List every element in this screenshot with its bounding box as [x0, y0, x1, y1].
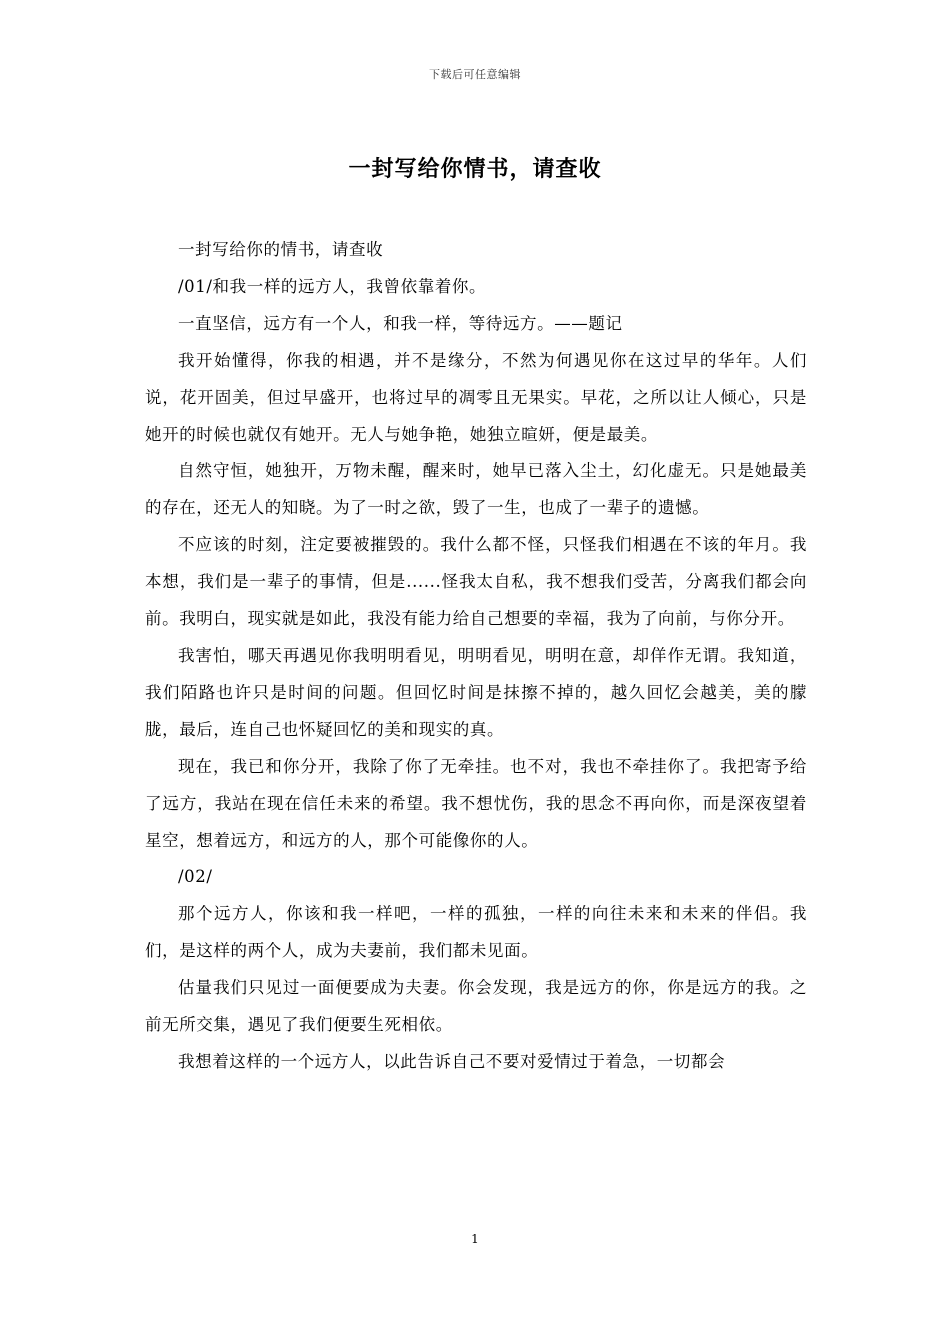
paragraph: 我想着这样的一个远方人，以此告诉自己不要对爱情过于着急，一切都会	[178, 1051, 726, 1071]
paragraph: 一封写给你的情书，请查收	[178, 240, 384, 259]
document-title: 一封写给你情书，请查收	[348, 156, 602, 182]
paragraph: 估量我们只见过一面便要成为夫妻。你会发现，我是远方的你，你是远方的我。之前无所交集，遇见了我们便要生死相依。	[145, 978, 807, 1035]
paragraph: 一直坚信，远方有一个人，和我一样，等待远方。——题记	[178, 313, 623, 333]
header-note: 下载后可任意编辑	[429, 68, 521, 81]
paragraph: 那个远方人，你该和我一样吧，一样的孤独，一样的向往未来和未来的伴侣。我们，是这样的两个人，成为夫妻前，我们都未见面。	[145, 904, 807, 961]
page-number: 1	[471, 1232, 479, 1246]
paragraph: 不应该的时刻，注定要被摧毁的。我什么都不怪，只怪我们相遇在不该的年月。我本想，我们是一辈子的事情，但是......怪我太自私，我不想我们受苦，分离我们都会向前。我明白，现实就是如此，我没有能力给自己想要的幸福，我为了向前，与你分开。	[145, 535, 807, 629]
paragraph: 我害怕，哪天再遇见你我明明看见，明明看见，明明在意，却佯作无谓。我知道，我们陌路也许只是时间的问题。但回忆时间是抹擦不掉的，越久回忆会越美，美的朦胧，最后，连自己也怀疑回忆的美和现实的真。	[145, 645, 807, 739]
paragraph: 自然守恒，她独开，万物未醒，醒来时，她早已落入尘土，幻化虚无。只是她最美的存在，还无人的知晓。为了一时之欲，毁了一生，也成了一辈子的遗憾。	[145, 461, 807, 518]
paragraph: 我开始懂得，你我的相遇，并不是缘分，不然为何遇见你在这过早的华年。人们说，花开固美，但过早盛开，也将过早的凋零且无果实。早花，之所以让人倾心，只是她开的时候也就仅有她开。无人与她争艳，她独立暄妍，便是最美。	[145, 350, 807, 444]
paragraph: /01/和我一样的远方人，我曾依靠着你。	[178, 276, 487, 296]
paragraph: 现在，我已和你分开，我除了你了无牵挂。也不对，我也不牵挂你了。我把寄予给了远方，我站在现在信任未来的希望。我不想忧伤，我的思念不再向你，而是深夜望着星空，想着远方，和远方的人，那个可能像你的人。	[145, 756, 807, 850]
paragraph: /02/	[178, 867, 213, 887]
document-body	[145, 232, 807, 1081]
